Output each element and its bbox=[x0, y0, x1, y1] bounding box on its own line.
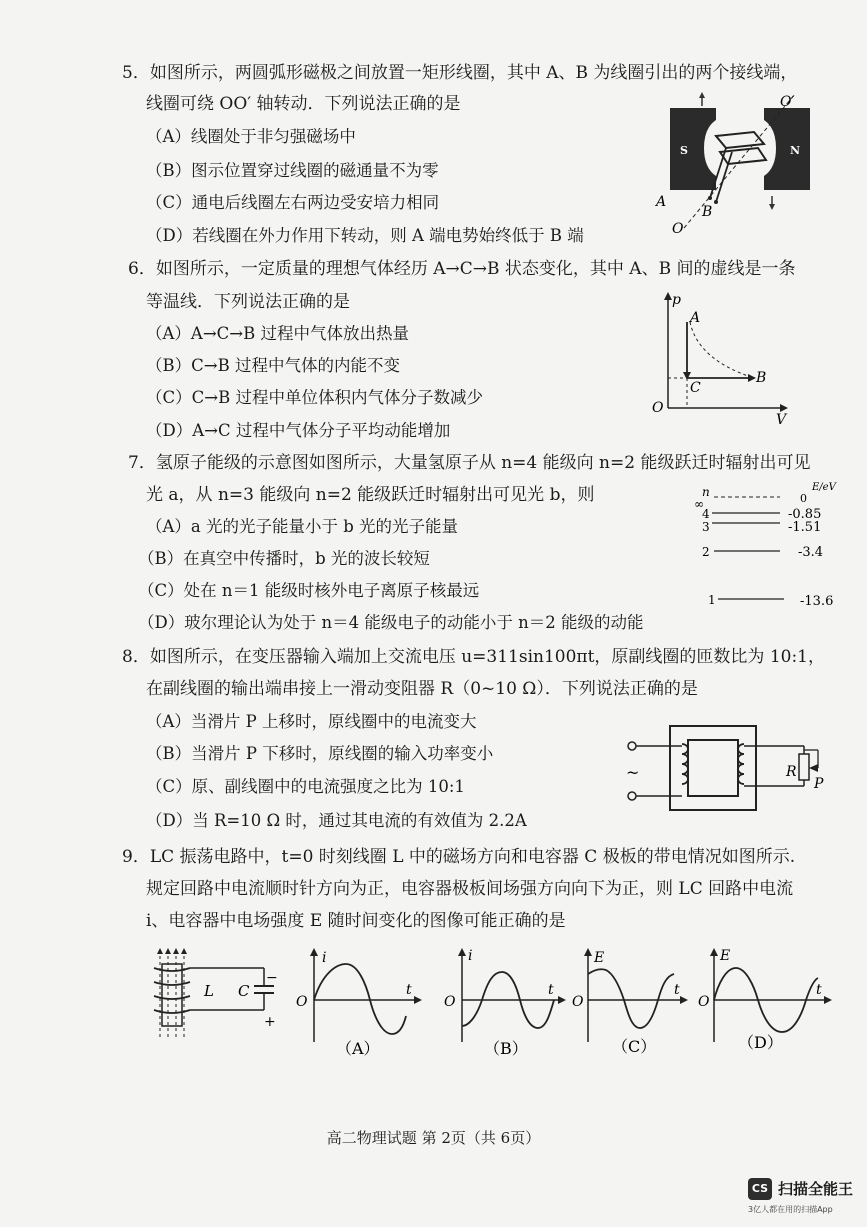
q6-point-a: A bbox=[690, 310, 701, 326]
q6-v-arrow-icon bbox=[780, 404, 788, 412]
scanner-watermark bbox=[748, 1176, 858, 1220]
q9-graph-a-y: i bbox=[322, 950, 327, 966]
q9-graph-b-caption: （B） bbox=[484, 1039, 528, 1058]
q6-axis-v: V bbox=[776, 412, 787, 425]
q7-infinity: ∞ bbox=[694, 497, 704, 511]
q9-graph-d-y: E bbox=[720, 948, 731, 964]
q8-option-d[interactable]: （D）当 R=10 Ω 时，通过其电流的有效值为 2.2A bbox=[146, 811, 527, 830]
q9-graph-c-caption: （C） bbox=[612, 1037, 657, 1056]
q9-graph-b-y: i bbox=[468, 948, 473, 964]
q5-pole-n: N bbox=[790, 144, 801, 157]
q5-option-c[interactable]: （C）通电后线圈左右两边受安培力相同 bbox=[146, 193, 440, 212]
q5-label-b: B bbox=[702, 204, 713, 220]
q7-option-b[interactable]: （B）在真空中传播时，b 光的波长较短 bbox=[138, 549, 430, 568]
q6-stem-line2: 等温线．下列说法正确的是 bbox=[146, 292, 350, 312]
q9-graph-a-t: t bbox=[406, 982, 412, 998]
q9-field-arrow-icon bbox=[157, 948, 163, 954]
q6-point-b: B bbox=[756, 370, 767, 386]
q7-level-3-e: -1.51 bbox=[788, 520, 822, 535]
q5-stem-line2: 线圈可绕 OO′ 轴转动．下列说法正确的是 bbox=[146, 94, 461, 114]
q8-stem-line1: 8．如图所示，在变压器输入端加上交流电压 u=311sin100πt，原副线圈的匝数比为 10:1， bbox=[122, 647, 826, 667]
q8-stem-line2: 在副线圈的输出端串接上一滑动变阻器 R（0~10 Ω）．下列说法正确的是 bbox=[146, 679, 698, 699]
scanner-logo-icon: CS bbox=[748, 1178, 772, 1200]
q9-inductor-coil bbox=[154, 968, 190, 1013]
page-footer: 高二物理试题 第 2页（共 6页） bbox=[326, 1129, 541, 1147]
q7-option-d[interactable]: （D）玻尔理论认为处于 n＝4 能级电子的动能小于 n＝2 能级的动能 bbox=[138, 613, 644, 632]
scanner-brand-name: 扫描全能王 bbox=[778, 1180, 854, 1198]
q6-isotherm bbox=[690, 322, 754, 378]
q9-graph-c-t: t bbox=[674, 982, 680, 998]
q6-option-b[interactable]: （B）C→B 过程中气体的内能不变 bbox=[146, 356, 400, 375]
q9-plus: + bbox=[264, 1014, 276, 1030]
q6-pv-diagram bbox=[648, 290, 798, 425]
q7-level-1-e: -13.6 bbox=[800, 594, 834, 609]
q9-graph-c-y: E bbox=[594, 950, 605, 966]
q8-option-a[interactable]: （A）当滑片 P 上移时，原线圈中的电流变大 bbox=[146, 712, 477, 731]
q5-label-o: O bbox=[672, 221, 684, 237]
q9-lc-circuit bbox=[138, 946, 283, 1042]
q5-option-a[interactable]: （A）线圈处于非匀强磁场中 bbox=[146, 127, 356, 146]
q9-graph-d[interactable] bbox=[698, 944, 838, 1062]
q9-graph-c-o: O bbox=[572, 994, 584, 1010]
q7-level-2-n: 2 bbox=[702, 545, 710, 559]
q9-graph-c[interactable] bbox=[570, 944, 700, 1062]
q5-stem-line1: 5．如图所示，两圆弧形磁极之间放置一矩形线圈，其中 A、B 为线圈引出的两个接线端， bbox=[122, 63, 798, 83]
q6-option-d[interactable]: （D）A→C 过程中气体分子平均动能增加 bbox=[146, 421, 451, 440]
q6-axis-p: p bbox=[672, 292, 681, 308]
q8-label-r: R bbox=[786, 764, 797, 780]
q9-graph-d-t: t bbox=[816, 982, 822, 998]
q8-transformer-circuit bbox=[618, 720, 833, 820]
q7-stem-line2: 光 a，从 n=3 能级向 n=2 能级跃迁时辐射出可见光 b，则 bbox=[146, 485, 595, 505]
q9-label-l: L bbox=[204, 982, 214, 1000]
q9-stem-line1: 9．LC 振荡电路中，t=0 时刻线圈 L 中的磁场方向和电容器 C 极板的带电情况如图所示. bbox=[122, 847, 796, 867]
q6-p-arrow-icon bbox=[664, 292, 672, 300]
q8-slider-icon bbox=[809, 764, 818, 772]
q9-inductor-core bbox=[162, 964, 182, 1026]
scanner-tagline: 3亿人都在用的扫描App bbox=[748, 1205, 833, 1214]
q9-graph-a[interactable] bbox=[292, 944, 422, 1062]
q7-energy-level-diagram bbox=[688, 478, 843, 614]
q9-graph-d-o: O bbox=[698, 994, 710, 1010]
q6-stem-line1: 6．如图所示，一定质量的理想气体经历 A→C→B 状态变化，其中 A、B 间的虚线是一条 bbox=[128, 259, 796, 279]
q7-level-2-e: -3.4 bbox=[798, 545, 824, 560]
q7-level-1-n: 1 bbox=[708, 593, 716, 607]
q7-option-c[interactable]: （C）处在 n＝1 能级时核外电子离原子核最远 bbox=[138, 581, 480, 600]
q9-minus: − bbox=[266, 970, 278, 986]
q7-option-a[interactable]: （A）a 光的光子能量小于 b 光的光子能量 bbox=[146, 517, 459, 536]
q9-graph-a-o: O bbox=[296, 994, 308, 1010]
q9-graph-a-caption: （A） bbox=[336, 1039, 380, 1058]
q5-label-o-prime: O′ bbox=[780, 94, 795, 110]
q5-option-d[interactable]: （D）若线圈在外力作用下转动，则 A 端电势始终低于 B 端 bbox=[146, 226, 584, 245]
q7-stem-line1: 7．氢原子能级的示意图如图所示，大量氢原子从 n=4 能级向 n=2 能级跃迁时辐射出可见 bbox=[128, 453, 811, 473]
q9-stem-line2: 规定回路中电流顺时针方向为正，电容器极板间场强方向向下为正，则 LC 回路中电流 bbox=[146, 879, 794, 899]
q9-graph-b-t: t bbox=[548, 982, 554, 998]
q7-n-header: n bbox=[702, 485, 710, 499]
q7-level-3-n: 3 bbox=[702, 520, 710, 534]
q5-label-a: A bbox=[656, 194, 667, 210]
q9-stem-line3: i、电容器中电场强度 E 随时间变化的图像可能正确的是 bbox=[146, 911, 566, 931]
q7-level-4-n: 4 bbox=[702, 507, 710, 521]
q8-label-p: P bbox=[814, 776, 824, 792]
q5-option-b[interactable]: （B）图示位置穿过线圈的磁通量不为零 bbox=[146, 161, 439, 180]
q7-level-4-e: -0.85 bbox=[788, 507, 822, 522]
q9-graph-b-o: O bbox=[444, 994, 456, 1010]
q6-option-a[interactable]: （A）A→C→B 过程中气体放出热量 bbox=[146, 324, 409, 343]
q8-resistor bbox=[799, 754, 809, 780]
q9-label-c: C bbox=[238, 982, 250, 1000]
q6-option-c[interactable]: （C）C→B 过程中单位体积内气体分子数减少 bbox=[146, 388, 483, 407]
q6-origin: O bbox=[652, 400, 664, 416]
q5-magnet-figure bbox=[650, 88, 830, 238]
q8-option-b[interactable]: （B）当滑片 P 下移时，原线圈的输入功率变小 bbox=[146, 744, 494, 763]
q6-point-c: C bbox=[690, 380, 701, 396]
q8-ac-symbol: ~ bbox=[626, 763, 640, 782]
q7-e-header: E/eV bbox=[812, 482, 836, 493]
q9-graph-b[interactable] bbox=[440, 944, 570, 1062]
q7-e-inf: 0 bbox=[800, 492, 807, 505]
q9-graph-d-caption: （D） bbox=[738, 1033, 783, 1052]
q5-pole-s: S bbox=[680, 144, 688, 157]
q8-option-c[interactable]: （C）原、副线圈中的电流强度之比为 10:1 bbox=[146, 777, 465, 796]
